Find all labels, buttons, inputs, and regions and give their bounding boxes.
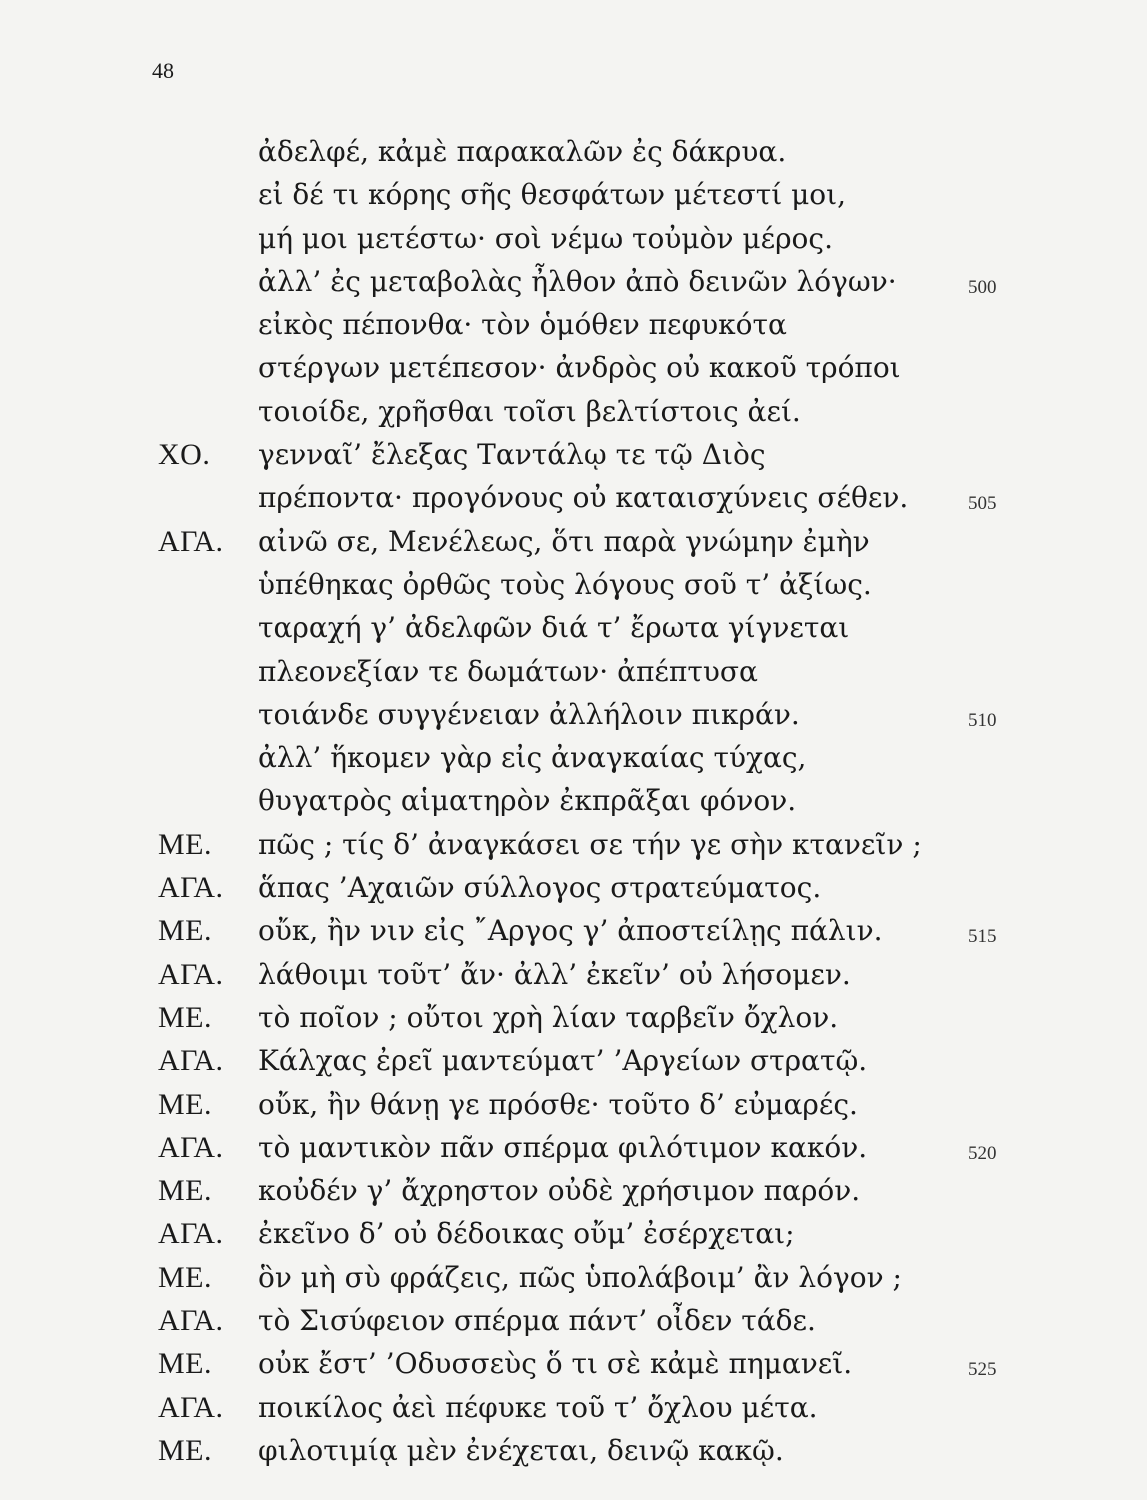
verse-text: τὸ Σισύφειον σπέρμα πάντ’ οἶδεν τάδε. [258,1304,816,1338]
verse-text: Κάλχας ἐρεῖ μαντεύματ’ ’Αργείων στρατῷ. [258,1044,868,1078]
verse-text: ὑπέθηκας ὀρθῶς τοὺς λόγους σοῦ τ’ ἀξίως. [258,567,872,601]
page-number: 48 [152,58,174,83]
verse-text: ποικίλος ἀεὶ πέφυκε τοῦ τ’ ὄχλου μέτα. [258,1390,818,1424]
speaker-label: ΜΕ. [158,1087,212,1121]
verse-line [158,476,1038,519]
verse-line [158,1083,1038,1126]
verse-line [158,433,1038,476]
verse-line [158,1256,1038,1299]
verse-text: εἰ δέ τι κόρης σῆς θεσφάτων μέτεστί μοι, [258,178,847,212]
speaker-label: ΜΕ. [158,1260,212,1294]
verse-text: ἅπας ’Αχαιῶν σύλλογος στρατεύματος. [258,871,822,905]
verse-line [158,866,1038,909]
verse-text: εἰκὸς πέπονθα· τὸν ὁμόθεν πεφυκότα [258,308,787,342]
verse-line [158,1126,1038,1169]
verse-text: λάθοιμι τοῦτ’ ἄν· ἀλλ’ ἐκεῖν’ οὐ λήσομεν. [258,957,851,991]
line-number: 500 [968,276,997,298]
verse-line [158,260,1038,303]
verse-text: τοιοίδε, χρῆσθαι τοῖσι βελτίστοις ἀεί. [258,394,801,428]
speaker-label: ΧΟ. [158,438,211,472]
verse-line [158,173,1038,216]
verse-text: γενναῖ’ ἔλεξας Ταντάλῳ τε τῷ Διὸς [258,438,766,472]
verse-line [158,346,1038,389]
verse-text: τὸ ποῖον ; οὔτοι χρὴ λίαν ταρβεῖν ὄχλον. [258,1000,839,1034]
speaker-label: ΑΓΑ. [158,1130,224,1164]
verse-text: πλεονεξίαν τε δωμάτων· ἀπέπτυσα [258,654,758,688]
verse-text: οὐκ ἔστ’ ’Οδυσσεὺς ὅ τι σὲ κἀμὲ πημανεῖ. [258,1347,853,1381]
verse-text: ὃν μὴ σὺ φράζεις, πῶς ὑπολάβοιμ’ ἂν λόγον ; [258,1260,902,1294]
speaker-label: ΑΓΑ. [158,1390,224,1424]
verse-line [158,390,1038,433]
verse-text: ἀδελφέ, κἀμὲ παρακαλῶν ἐς δάκρυα. [258,135,787,168]
verse-text: στέργων μετέπεσον· ἀνδρὸς οὐ κακοῦ τρόποι [258,351,901,385]
verse-block [158,130,1038,1472]
verse-text: μή μοι μετέστω· σοὶ νέμω τοὐμὸν μέρος. [258,221,833,255]
speaker-label: ΜΕ. [158,827,212,861]
line-number: 510 [968,709,997,731]
verse-text: αἰνῶ σε, Μενέλεως, ὅτι παρὰ γνώμην ἐμὴν [258,524,870,558]
verse-line [158,303,1038,346]
line-number: 515 [968,926,997,948]
speaker-label: ΑΓΑ. [158,1304,224,1338]
verse-line [158,1169,1038,1212]
verse-line [158,909,1038,952]
line-number: 520 [968,1142,997,1164]
verse-line [158,996,1038,1039]
verse-line [158,520,1038,563]
speaker-label: ΑΓΑ. [158,871,224,905]
verse-text: οὔκ, ἢν νιν εἰς ῎Αργος γ’ ἀποστείλῃς πάλιν. [258,914,883,948]
verse-line [158,1039,1038,1082]
speaker-label: ΜΕ. [158,1174,212,1208]
verse-text: πρέποντα· προγόνους οὐ καταισχύνεις σέθεν. [258,481,909,515]
verse-text: ἀλλ’ ἐς μεταβολὰς ἦλθον ἀπὸ δεινῶν λόγων· [258,264,897,298]
line-number: 505 [968,493,997,515]
verse-line [158,1386,1038,1429]
verse-text: θυγατρὸς αἱματηρὸν ἐκπρᾶξαι φόνον. [258,784,797,818]
verse-line [158,953,1038,996]
verse-line [158,1429,1038,1472]
verse-line [158,606,1038,649]
verse-line [158,217,1038,260]
verse-line [158,1212,1038,1255]
verse-line [158,693,1038,736]
verse-text: οὔκ, ἢν θάνῃ γε πρόσθε· τοῦτο δ’ εὐμαρές. [258,1087,858,1121]
speaker-label: ΑΓΑ. [158,957,224,991]
verse-line [158,823,1038,866]
verse-text: τὸ μαντικὸν πᾶν σπέρμα φιλότιμον κακόν. [258,1130,868,1164]
verse-text: ἐκεῖνο δ’ οὐ δέδοικας οὔμ’ ἐσέρχεται; [258,1217,795,1251]
verse-line [158,1342,1038,1385]
speaker-label: ΜΕ. [158,914,212,948]
verse-line [158,779,1038,822]
verse-text: κοὐδέν γ’ ἄχρηστον οὐδὲ χρήσιμον παρόν. [258,1174,861,1208]
speaker-label: ΑΓΑ. [158,524,224,558]
verse-line [158,1299,1038,1342]
speaker-label: ΜΕ. [158,1433,212,1467]
verse-text: ἀλλ’ ἥκομεν γὰρ εἰς ἀναγκαίας τύχας, [258,741,807,775]
line-number: 525 [968,1359,997,1381]
speaker-label: ΑΓΑ. [158,1217,224,1251]
verse-line [158,563,1038,606]
verse-line [158,736,1038,779]
speaker-label: ΜΕ. [158,1347,212,1381]
verse-text: ταραχή γ’ ἀδελφῶν διά τ’ ἔρωτα γίγνεται [258,611,850,645]
verse-text: πῶς ; τίς δ’ ἀναγκάσει σε τήν γε σὴν κτανεῖν ; [258,827,922,861]
verse-text: τοιάνδε συγγένειαν ἀλλήλοιν πικράν. [258,697,800,731]
verse-text: φιλοτιμίᾳ μὲν ἐνέχεται, δεινῷ κακῷ. [258,1433,784,1467]
speaker-label: ΑΓΑ. [158,1044,224,1078]
verse-line [158,130,1038,173]
speaker-label: ΜΕ. [158,1000,212,1034]
verse-line [158,650,1038,693]
